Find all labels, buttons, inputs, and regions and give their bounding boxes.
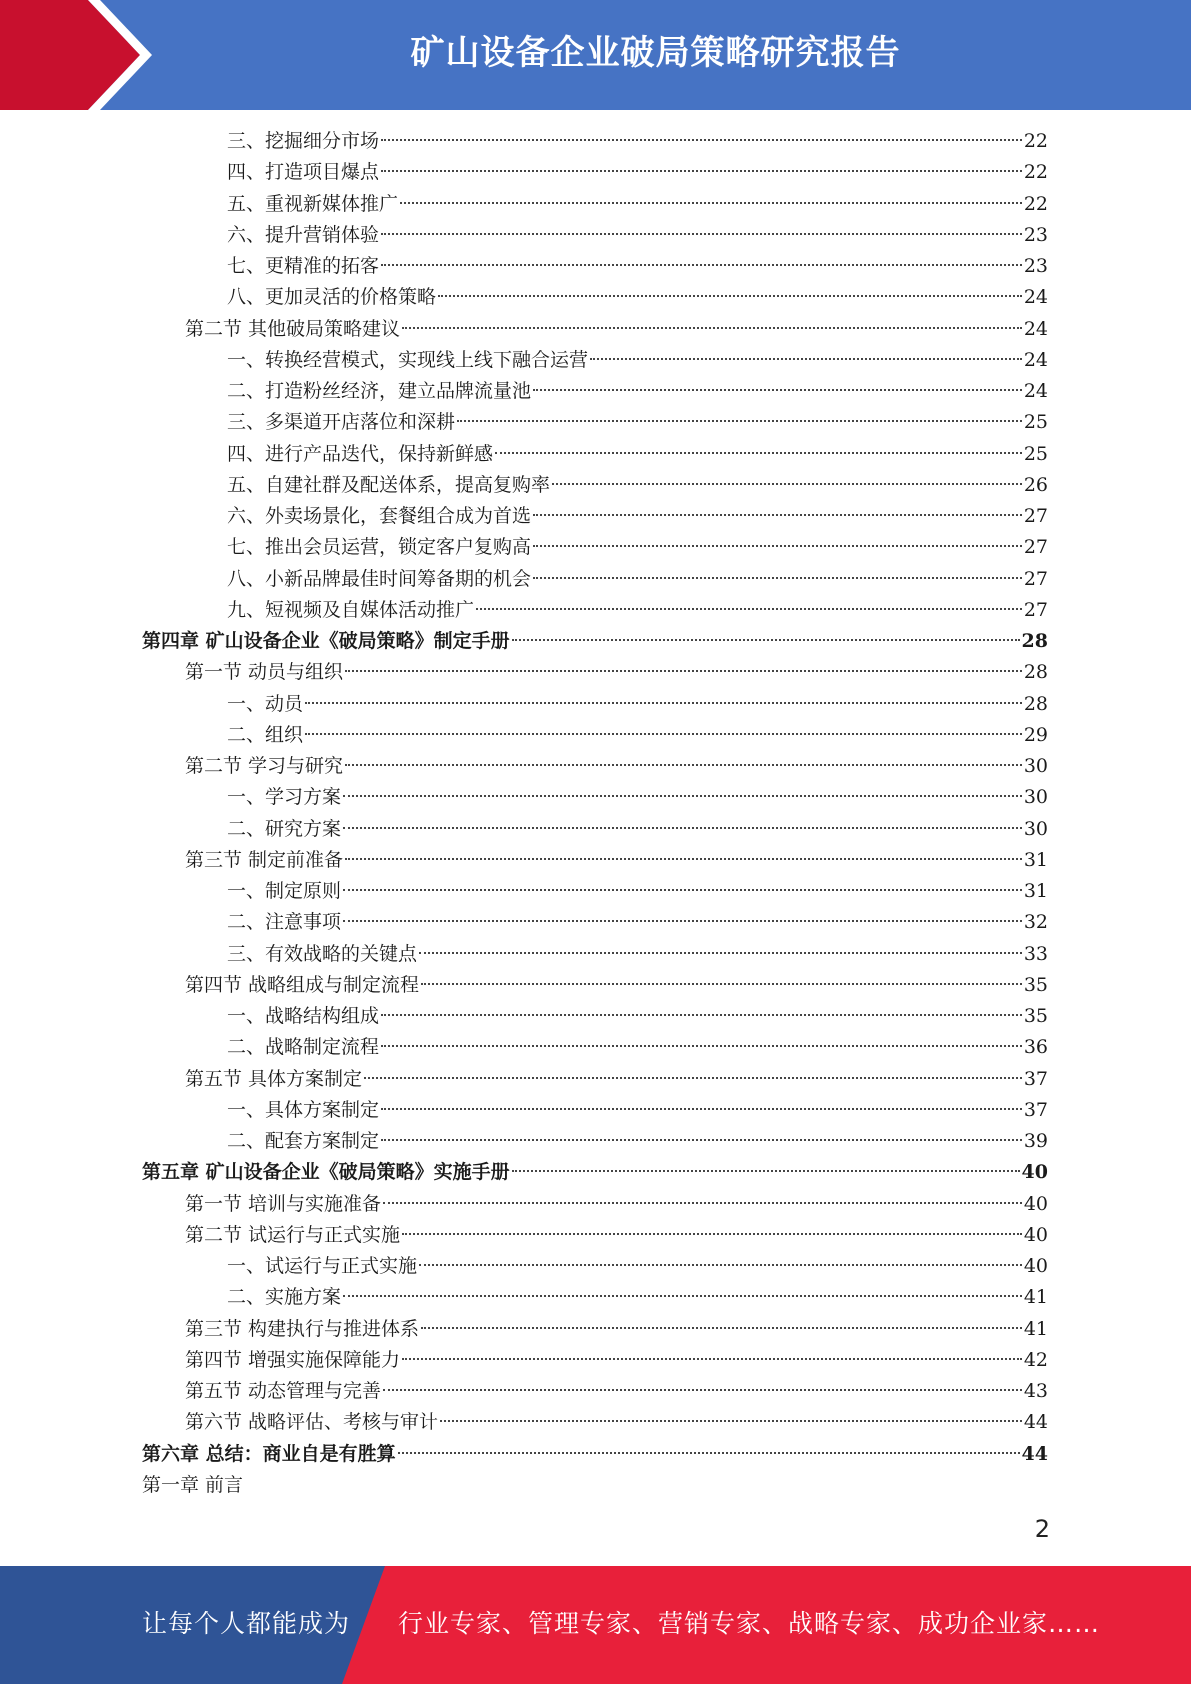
toc-entry[interactable] [142, 439, 1048, 470]
toc-entry[interactable] [142, 1189, 1048, 1220]
toc-entry-page: 36 [1023, 1036, 1048, 1059]
toc-dot-leader [533, 514, 1022, 516]
toc-entry-title: 第六章 总结：商业自是有胜算 [142, 1442, 396, 1465]
page-number: 2 [1034, 1515, 1050, 1543]
toc-entry[interactable] [142, 814, 1048, 845]
toc-entry-page: 28 [1023, 692, 1048, 715]
toc-dot-leader [383, 1389, 1022, 1391]
toc-dot-leader [343, 827, 1022, 829]
toc-entry-page: 32 [1023, 911, 1048, 934]
toc-entry-page: 30 [1023, 786, 1048, 809]
toc-entry[interactable] [142, 564, 1048, 595]
toc-entry[interactable] [142, 501, 1048, 532]
toc-entry[interactable] [142, 1282, 1048, 1313]
toc-entry[interactable] [142, 876, 1048, 907]
toc-entry-title: 第六节 战略评估、考核与审计 [185, 1411, 439, 1434]
toc-entry-page: 35 [1023, 1005, 1048, 1027]
toc-entry-title: 二、战略制定流程 [227, 1036, 380, 1059]
toc-entry[interactable] [142, 470, 1048, 501]
toc-entry-page: 40 [1023, 1255, 1048, 1277]
toc-entry-title: 第二节 试运行与正式实施 [185, 1223, 401, 1246]
toc-entry-title: 第二节 学习与研究 [185, 755, 344, 777]
toc-entry[interactable] [142, 532, 1048, 563]
toc-entry[interactable] [142, 689, 1048, 720]
toc-dot-leader [381, 1045, 1022, 1047]
toc-entry[interactable] [142, 282, 1048, 313]
toc-dot-leader [402, 327, 1022, 329]
toc-entry-page: 24 [1023, 380, 1048, 402]
toc-dot-leader [512, 639, 1020, 641]
toc-entry-title: 第三节 制定前准备 [185, 848, 344, 871]
toc-dot-leader [305, 702, 1022, 704]
toc-entry-title: 一、学习方案 [227, 786, 342, 809]
toc-entry-title: 二、配套方案制定 [227, 1130, 380, 1152]
toc-entry-title: 二、实施方案 [227, 1286, 342, 1309]
toc-entry-page: 37 [1023, 1098, 1048, 1121]
toc-entry-page: 23 [1023, 255, 1048, 277]
toc-dot-leader [305, 733, 1022, 735]
toc-entry[interactable] [142, 970, 1048, 1001]
trailing-chapter-heading: 第一章 前言 [142, 1474, 244, 1496]
toc-entry-page: 24 [1023, 286, 1048, 309]
toc-entry[interactable] [142, 1095, 1048, 1126]
toc-entry-title: 三、多渠道开店落位和深耕 [227, 411, 456, 434]
toc-dot-leader [345, 764, 1022, 766]
toc-entry[interactable] [142, 1001, 1048, 1032]
toc-entry-title: 一、动员 [227, 692, 304, 715]
toc-entry[interactable] [142, 1314, 1048, 1345]
toc-entry[interactable] [142, 220, 1048, 251]
toc-entry-page: 23 [1023, 223, 1048, 246]
toc-dot-leader [381, 1139, 1022, 1141]
toc-dot-leader [421, 1327, 1022, 1329]
toc-entry-title: 八、小新品牌最佳时间筹备期的机会 [227, 567, 532, 590]
toc-dot-leader [381, 170, 1022, 172]
toc-entry[interactable] [142, 251, 1048, 282]
toc-dot-leader [400, 202, 1022, 204]
toc-entry-page: 22 [1023, 192, 1048, 215]
toc-entry-title: 二、注意事项 [227, 911, 342, 934]
toc-entry-title: 二、打造粉丝经济，建立品牌流量池 [227, 380, 532, 402]
toc-dot-leader [419, 1264, 1022, 1266]
toc-entry-page: 40 [1021, 1161, 1048, 1184]
toc-entry-page: 43 [1023, 1380, 1048, 1402]
toc-dot-leader [533, 545, 1022, 547]
toc-entry[interactable] [142, 845, 1048, 876]
toc-entry[interactable] [142, 1220, 1048, 1251]
toc-entry-page: 40 [1023, 1223, 1048, 1246]
toc-entry-page: 44 [1021, 1442, 1048, 1465]
toc-dot-leader [364, 1077, 1022, 1079]
toc-entry[interactable] [142, 1345, 1048, 1376]
toc-entry-page: 27 [1023, 536, 1048, 559]
toc-entry[interactable] [142, 345, 1048, 376]
toc-entry-page: 33 [1023, 942, 1048, 965]
toc-entry-title: 一、战略结构组成 [227, 1005, 380, 1027]
toc-entry-title: 一、转换经营模式，实现线上线下融合运营 [227, 348, 589, 371]
toc-dot-leader [381, 139, 1022, 141]
toc-entry-page: 31 [1023, 848, 1048, 871]
toc-entry[interactable] [142, 595, 1048, 626]
toc-dot-leader [438, 295, 1022, 297]
toc-dot-leader [421, 983, 1022, 985]
toc-dot-leader [381, 264, 1022, 266]
toc-dot-leader [343, 920, 1022, 922]
toc-dot-leader [343, 1295, 1022, 1297]
toc-entry-page: 40 [1023, 1192, 1048, 1215]
page-header [0, 0, 1191, 110]
toc-entry-page: 42 [1023, 1348, 1048, 1371]
toc-dot-leader [383, 1202, 1022, 1204]
toc-entry[interactable] [142, 657, 1048, 688]
table-of-contents [142, 126, 1048, 1470]
toc-entry[interactable] [142, 907, 1048, 938]
toc-entry-title: 七、推出会员运营，锁定客户复购高 [227, 536, 532, 559]
toc-dot-leader [533, 577, 1022, 579]
page-footer [0, 1566, 1191, 1684]
toc-entry-page: 37 [1023, 1067, 1048, 1090]
toc-entry-title: 五、重视新媒体推广 [227, 192, 399, 215]
toc-dot-leader [457, 420, 1022, 422]
toc-dot-leader [381, 233, 1022, 235]
toc-entry[interactable] [142, 1251, 1048, 1282]
toc-entry[interactable] [142, 751, 1048, 782]
toc-entry-page: 44 [1023, 1411, 1048, 1434]
toc-entry[interactable] [142, 407, 1048, 438]
toc-dot-leader [345, 858, 1022, 860]
toc-entry[interactable] [142, 1439, 1048, 1470]
toc-dot-leader [552, 483, 1022, 485]
toc-entry-title: 四、进行产品迭代，保持新鲜感 [227, 442, 494, 465]
toc-entry-page: 27 [1023, 505, 1048, 527]
toc-entry-title: 五、自建社群及配送体系，提高复购率 [227, 473, 551, 496]
toc-entry-title: 四、打造项目爆点 [227, 161, 380, 184]
toc-dot-leader [402, 1358, 1022, 1360]
toc-dot-leader [381, 1014, 1022, 1016]
footer-slogan-left: 让每个人都能成为 [142, 1609, 351, 1638]
toc-entry[interactable] [142, 157, 1048, 188]
toc-dot-leader [440, 1420, 1022, 1422]
toc-entry-title: 六、外卖场景化，套餐组合成为首选 [227, 505, 532, 527]
toc-entry[interactable] [142, 1064, 1048, 1095]
toc-entry-title: 一、制定原则 [227, 880, 342, 902]
toc-dot-leader [345, 670, 1022, 672]
toc-dot-leader [381, 1108, 1022, 1110]
toc-entry-title: 第一节 动员与组织 [185, 661, 344, 684]
toc-entry[interactable] [142, 1126, 1048, 1157]
toc-entry[interactable] [142, 626, 1048, 657]
toc-entry-page: 29 [1023, 723, 1048, 746]
toc-entry[interactable] [142, 1376, 1048, 1407]
toc-entry-page: 28 [1021, 630, 1048, 652]
toc-dot-leader [419, 952, 1022, 954]
toc-entry-title: 第二节 其他破局策略建议 [185, 317, 401, 340]
toc-entry[interactable] [142, 189, 1048, 220]
footer-slogan-right: 行业专家、管理专家、营销专家、战略专家、成功企业家…… [398, 1609, 1101, 1638]
toc-entry[interactable] [142, 782, 1048, 813]
toc-entry-page: 27 [1023, 567, 1048, 590]
toc-entry-page: 31 [1023, 880, 1048, 902]
toc-entry-page: 26 [1023, 473, 1048, 496]
toc-dot-leader [402, 1233, 1022, 1235]
toc-entry-title: 第五章 矿山设备企业《破局策略》实施手册 [142, 1161, 510, 1184]
toc-entry-title: 九、短视频及自媒体活动推广 [227, 598, 475, 621]
toc-entry-title: 第五节 动态管理与完善 [185, 1380, 382, 1402]
toc-entry-title: 第四章 矿山设备企业《破局策略》制定手册 [142, 630, 510, 652]
toc-dot-leader [343, 889, 1022, 891]
toc-entry-title: 第四节 战略组成与制定流程 [185, 973, 420, 996]
toc-entry-title: 第五节 具体方案制定 [185, 1067, 363, 1090]
toc-dot-leader [343, 795, 1022, 797]
toc-entry[interactable] [142, 939, 1048, 970]
toc-entry-title: 第一节 培训与实施准备 [185, 1192, 382, 1215]
toc-entry[interactable] [142, 126, 1048, 157]
toc-dot-leader [476, 608, 1022, 610]
toc-entry[interactable] [142, 1407, 1048, 1438]
toc-dot-leader [398, 1452, 1020, 1454]
toc-entry-title: 三、有效战略的关键点 [227, 942, 418, 965]
toc-entry-page: 35 [1023, 973, 1048, 996]
toc-entry-title: 八、更加灵活的价格策略 [227, 286, 437, 309]
toc-entry[interactable] [142, 314, 1048, 345]
toc-entry-page: 22 [1023, 130, 1048, 152]
toc-entry[interactable] [142, 1157, 1048, 1188]
toc-dot-leader [590, 358, 1022, 360]
toc-entry[interactable] [142, 720, 1048, 751]
toc-entry[interactable] [142, 1032, 1048, 1063]
toc-entry-page: 28 [1023, 661, 1048, 684]
toc-entry-title: 二、组织 [227, 723, 304, 746]
toc-entry-title: 七、更精准的拓客 [227, 255, 380, 277]
toc-entry-title: 第三节 构建执行与推进体系 [185, 1317, 420, 1340]
toc-entry-page: 39 [1023, 1130, 1048, 1152]
toc-entry-page: 30 [1023, 817, 1048, 840]
toc-entry[interactable] [142, 376, 1048, 407]
toc-dot-leader [495, 452, 1022, 454]
toc-entry-page: 25 [1023, 442, 1048, 465]
toc-entry-page: 30 [1023, 755, 1048, 777]
toc-entry-title: 一、具体方案制定 [227, 1098, 380, 1121]
toc-dot-leader [512, 1170, 1020, 1172]
toc-entry-title: 六、提升营销体验 [227, 223, 380, 246]
toc-entry-title: 第四节 增强实施保障能力 [185, 1348, 401, 1371]
toc-entry-title: 一、试运行与正式实施 [227, 1255, 418, 1277]
toc-entry-title: 二、研究方案 [227, 817, 342, 840]
toc-entry-title: 三、挖掘细分市场 [227, 130, 380, 152]
toc-dot-leader [533, 389, 1022, 391]
toc-entry-page: 41 [1023, 1317, 1048, 1340]
toc-entry-page: 41 [1023, 1286, 1048, 1309]
toc-entry-page: 24 [1023, 317, 1048, 340]
report-title: 矿山设备企业破局策略研究报告 [410, 33, 901, 73]
toc-entry-page: 22 [1023, 161, 1048, 184]
toc-entry-page: 27 [1023, 598, 1048, 621]
toc-entry-page: 25 [1023, 411, 1048, 434]
toc-entry-page: 24 [1023, 348, 1048, 371]
